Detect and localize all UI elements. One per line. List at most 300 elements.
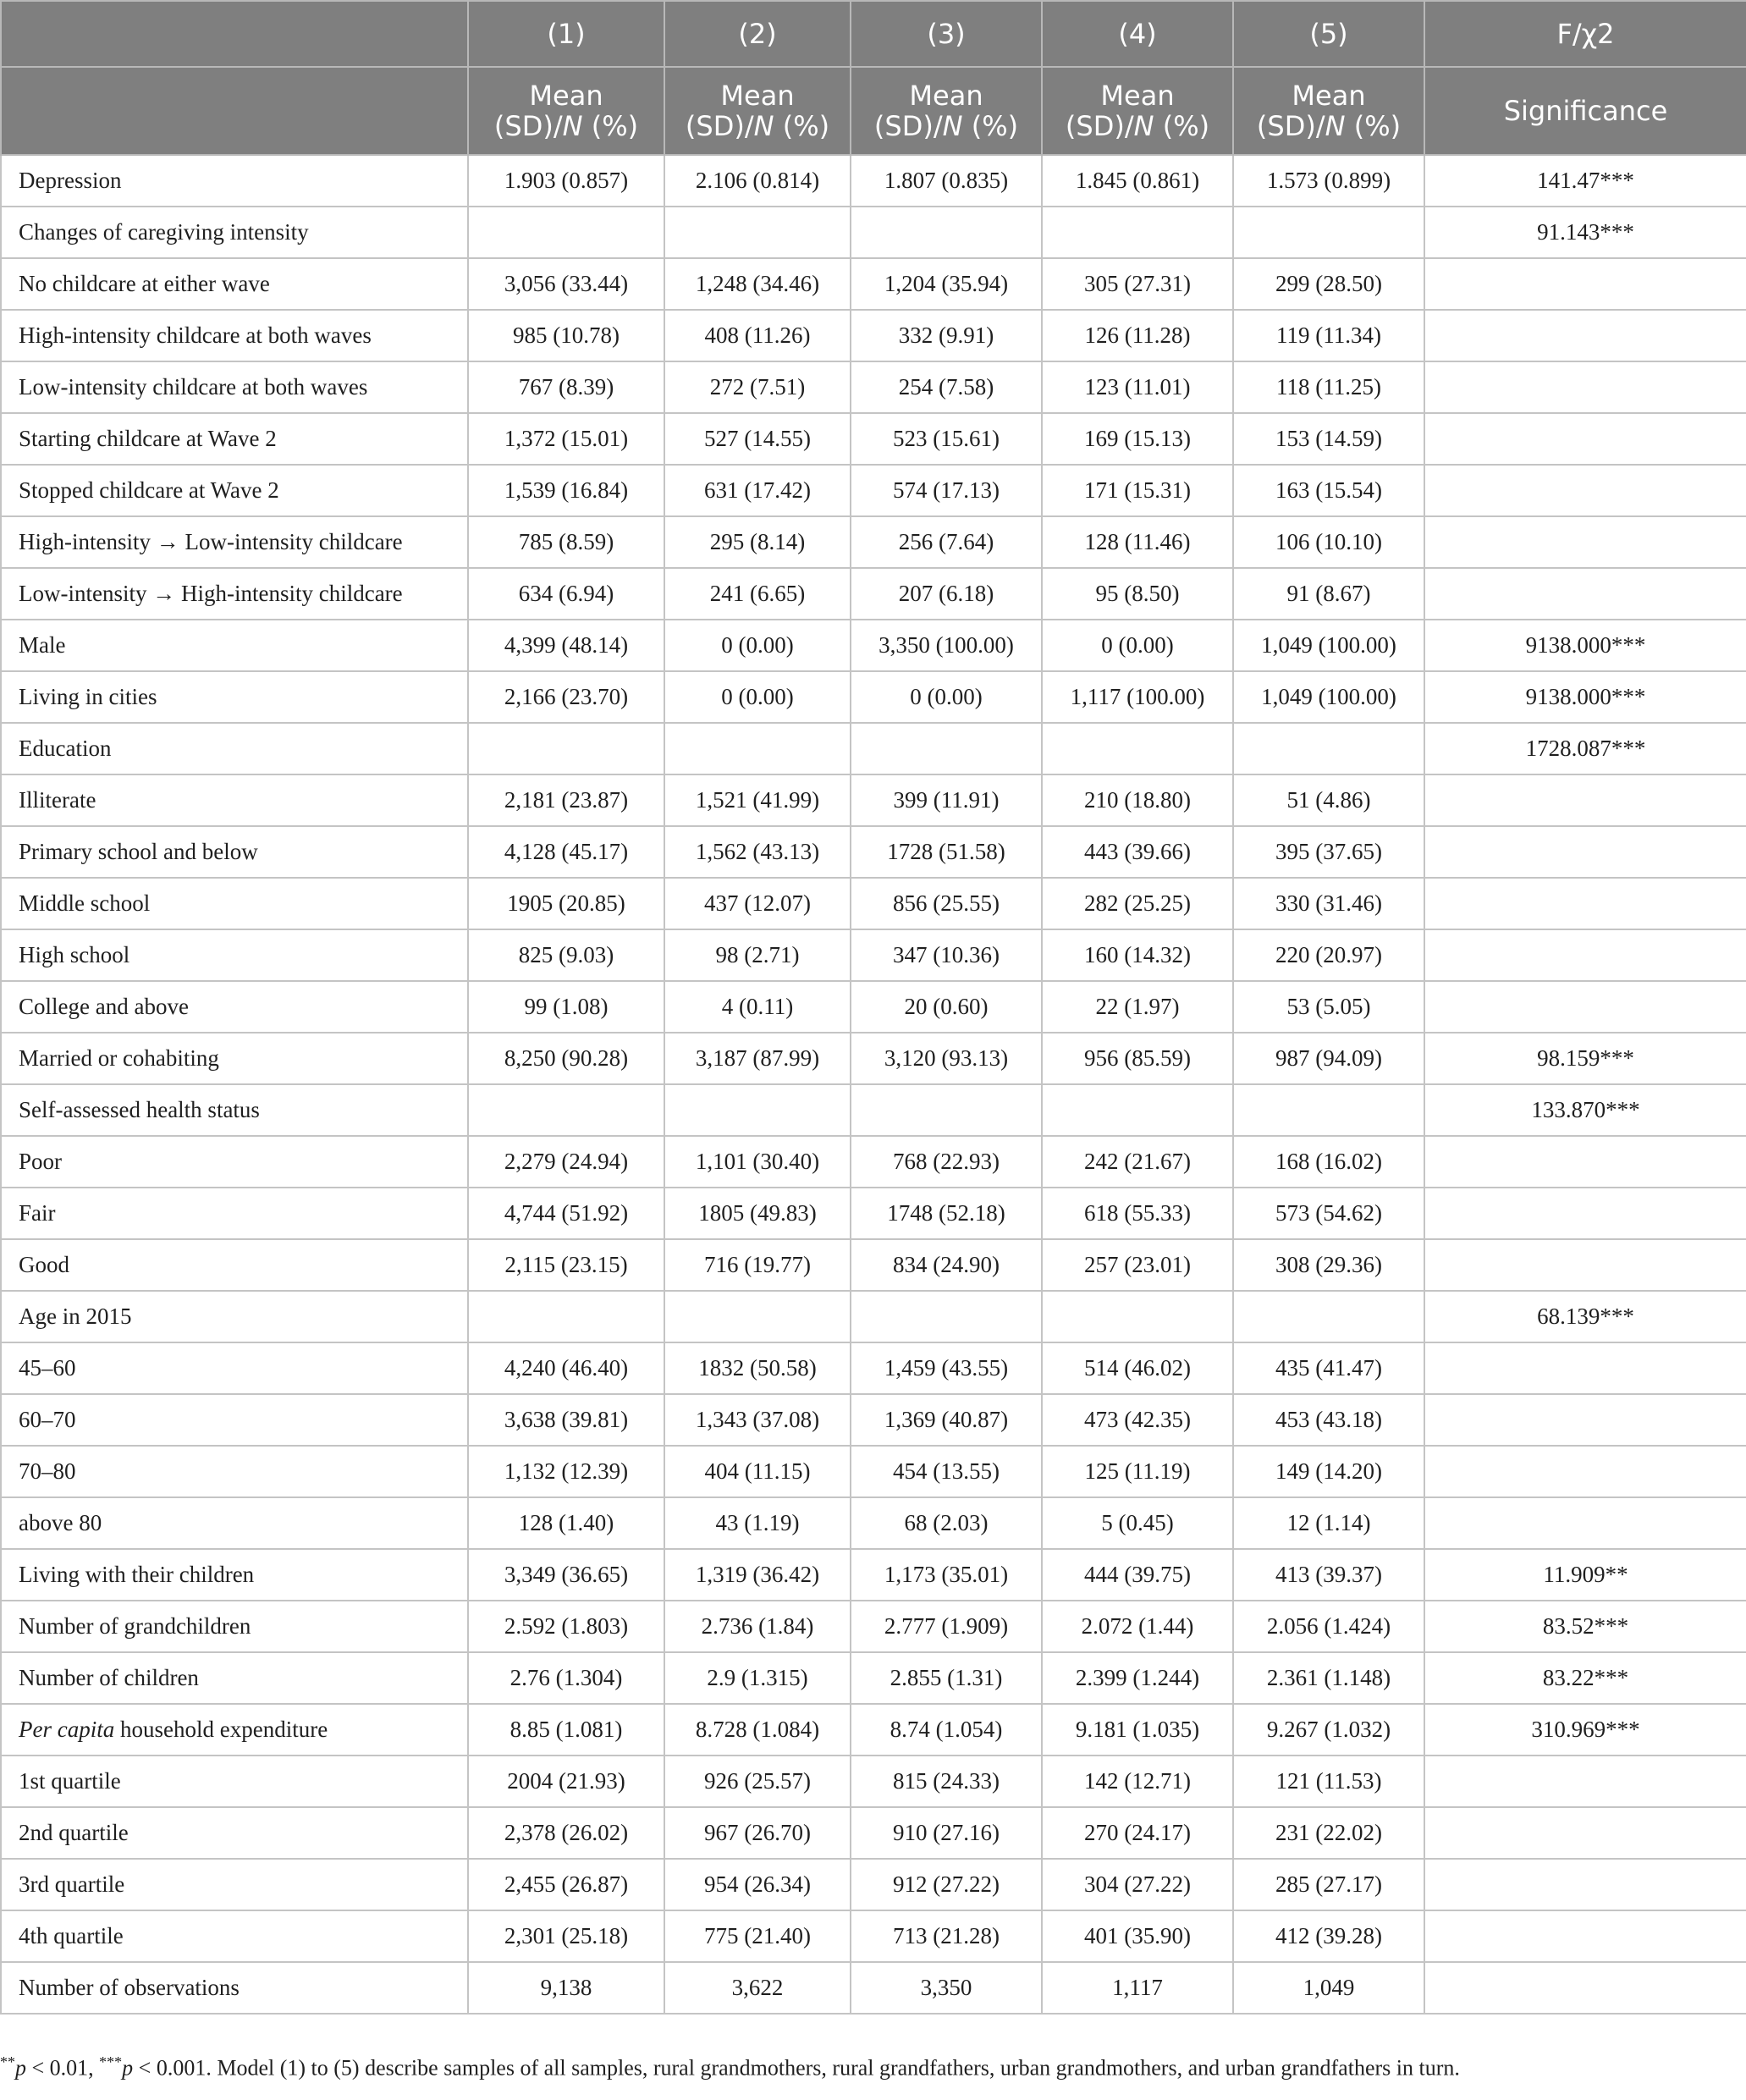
cell-model-5: 168 (16.02) xyxy=(1233,1136,1424,1188)
cell-model-4: 169 (15.13) xyxy=(1042,413,1233,465)
cell-significance: 11.909** xyxy=(1424,1549,1746,1601)
table-row xyxy=(1,1188,1746,1239)
table-row xyxy=(1,568,1746,620)
header-cell-mean-5 xyxy=(1233,67,1424,155)
table-row xyxy=(1,516,1746,568)
cell-model-5: 330 (31.46) xyxy=(1233,878,1424,929)
cell-model-1: 1.903 (0.857) xyxy=(468,155,664,207)
cell-significance xyxy=(1424,774,1746,826)
cell-model-4: 1.845 (0.861) xyxy=(1042,155,1233,207)
cell-model-4: 210 (18.80) xyxy=(1042,774,1233,826)
cell-model-1: 2,115 (23.15) xyxy=(468,1239,664,1291)
cell-significance xyxy=(1424,1342,1746,1394)
cell-model-5: 2.361 (1.148) xyxy=(1233,1652,1424,1704)
row-label: Changes of caregiving intensity xyxy=(1,207,468,258)
cell-model-3: 1,459 (43.55) xyxy=(851,1342,1042,1394)
cell-model-2: 2.736 (1.84) xyxy=(664,1601,851,1652)
cell-model-4: 2.072 (1.44) xyxy=(1042,1601,1233,1652)
cell-model-4: 95 (8.50) xyxy=(1042,568,1233,620)
cell-model-1: 3,349 (36.65) xyxy=(468,1549,664,1601)
header-cell-mean-2 xyxy=(664,67,851,155)
cell-model-1: 4,128 (45.17) xyxy=(468,826,664,878)
row-label-text: household expenditure xyxy=(114,1717,328,1742)
row-label: High school xyxy=(1,929,468,981)
cell-significance xyxy=(1424,413,1746,465)
percent-label: (%) xyxy=(582,110,639,142)
cell-model-2 xyxy=(664,207,851,258)
cell-model-1: 2,166 (23.70) xyxy=(468,671,664,723)
row-label: 60–70 xyxy=(1,1394,468,1446)
cell-model-5: 453 (43.18) xyxy=(1233,1394,1424,1446)
table-row xyxy=(1,1394,1746,1446)
sd-label: (SD)/ xyxy=(1256,110,1325,142)
cell-model-5: 231 (22.02) xyxy=(1233,1807,1424,1859)
cell-model-3: 347 (10.36) xyxy=(851,929,1042,981)
sd-label: (SD)/ xyxy=(1065,110,1134,142)
cell-significance: 9138.000*** xyxy=(1424,671,1746,723)
cell-model-5: 308 (29.36) xyxy=(1233,1239,1424,1291)
table-row xyxy=(1,1601,1746,1652)
cell-model-2: 1,248 (34.46) xyxy=(664,258,851,310)
cell-model-1: 99 (1.08) xyxy=(468,981,664,1033)
cell-model-3: 1,369 (40.87) xyxy=(851,1394,1042,1446)
cell-model-5: 163 (15.54) xyxy=(1233,465,1424,516)
cell-model-2: 408 (11.26) xyxy=(664,310,851,361)
cell-model-4: 443 (39.66) xyxy=(1042,826,1233,878)
cell-significance xyxy=(1424,878,1746,929)
cell-model-3: 3,120 (93.13) xyxy=(851,1033,1042,1084)
cell-model-5: 1,049 (100.00) xyxy=(1233,671,1424,723)
cell-significance: 310.969*** xyxy=(1424,1704,1746,1756)
cell-model-4: 22 (1.97) xyxy=(1042,981,1233,1033)
cell-model-5: 1,049 xyxy=(1233,1962,1424,2014)
header-cell-blank-2 xyxy=(1,67,468,155)
row-label: College and above xyxy=(1,981,468,1033)
cell-significance xyxy=(1424,1962,1746,2014)
cell-model-3: 207 (6.18) xyxy=(851,568,1042,620)
row-label: Low-intensity childcare at both waves xyxy=(1,361,468,413)
cell-model-2 xyxy=(664,1084,851,1136)
table-row xyxy=(1,258,1746,310)
cell-model-4: 1,117 (100.00) xyxy=(1042,671,1233,723)
cell-model-1: 785 (8.59) xyxy=(468,516,664,568)
row-label: High-intensity → Low-intensity childcare xyxy=(1,516,468,568)
row-label: Primary school and below xyxy=(1,826,468,878)
cell-model-4: 160 (14.32) xyxy=(1042,929,1233,981)
cell-model-2: 241 (6.65) xyxy=(664,568,851,620)
cell-significance xyxy=(1424,1136,1746,1188)
cell-model-4: 956 (85.59) xyxy=(1042,1033,1233,1084)
cell-model-1: 3,638 (39.81) xyxy=(468,1394,664,1446)
table-body xyxy=(1,155,1746,2014)
cell-model-2: 272 (7.51) xyxy=(664,361,851,413)
cell-model-3 xyxy=(851,723,1042,774)
cell-model-4 xyxy=(1042,1291,1233,1342)
table-row xyxy=(1,878,1746,929)
table-row xyxy=(1,1807,1746,1859)
cell-model-5: 106 (10.10) xyxy=(1233,516,1424,568)
cell-model-4: 123 (11.01) xyxy=(1042,361,1233,413)
cell-model-4: 473 (42.35) xyxy=(1042,1394,1233,1446)
cell-model-3: 2.855 (1.31) xyxy=(851,1652,1042,1704)
cell-model-4: 270 (24.17) xyxy=(1042,1807,1233,1859)
cell-significance xyxy=(1424,1239,1746,1291)
table-row xyxy=(1,1084,1746,1136)
table-row xyxy=(1,1652,1746,1704)
header-row-model-numbers xyxy=(1,1,1746,67)
cell-model-4: 128 (11.46) xyxy=(1042,516,1233,568)
cell-model-5: 299 (28.50) xyxy=(1233,258,1424,310)
row-label: Number of grandchildren xyxy=(1,1601,468,1652)
cell-model-5: 573 (54.62) xyxy=(1233,1188,1424,1239)
cell-model-1: 128 (1.40) xyxy=(468,1497,664,1549)
row-label: 45–60 xyxy=(1,1342,468,1394)
row-label: Good xyxy=(1,1239,468,1291)
table-row xyxy=(1,1033,1746,1084)
cell-model-5: 395 (37.65) xyxy=(1233,826,1424,878)
row-label: Stopped childcare at Wave 2 xyxy=(1,465,468,516)
cell-model-2: 98 (2.71) xyxy=(664,929,851,981)
cell-model-4: 257 (23.01) xyxy=(1042,1239,1233,1291)
table-row xyxy=(1,826,1746,878)
cell-model-1: 2,279 (24.94) xyxy=(468,1136,664,1188)
cell-model-4: 5 (0.45) xyxy=(1042,1497,1233,1549)
cell-model-2: 437 (12.07) xyxy=(664,878,851,929)
cell-significance xyxy=(1424,981,1746,1033)
table-row xyxy=(1,1549,1746,1601)
table-row xyxy=(1,1962,1746,2014)
cell-significance: 141.47*** xyxy=(1424,155,1746,207)
table-row xyxy=(1,1497,1746,1549)
header-cell-model-2: (2) xyxy=(664,1,851,67)
mean-label-line2 xyxy=(1048,111,1227,141)
header-row-measures xyxy=(1,67,1746,155)
row-label: Married or cohabiting xyxy=(1,1033,468,1084)
sd-label: (SD)/ xyxy=(873,110,943,142)
cell-model-1 xyxy=(468,1084,664,1136)
row-label: 1st quartile xyxy=(1,1756,468,1807)
cell-model-4: 0 (0.00) xyxy=(1042,620,1233,671)
cell-significance xyxy=(1424,310,1746,361)
table-row xyxy=(1,1291,1746,1342)
cell-model-2: 0 (0.00) xyxy=(664,671,851,723)
mean-label-line2 xyxy=(856,111,1036,141)
footnote-p-1: p xyxy=(15,2055,26,2081)
footnote-text-1: < 0.01, xyxy=(26,2055,100,2081)
row-label: High-intensity childcare at both waves xyxy=(1,310,468,361)
table-row xyxy=(1,310,1746,361)
cell-model-1: 3,056 (33.44) xyxy=(468,258,664,310)
cell-model-5: 149 (14.20) xyxy=(1233,1446,1424,1497)
cell-significance xyxy=(1424,1188,1746,1239)
mean-label-line2 xyxy=(474,111,658,141)
row-label: Number of children xyxy=(1,1652,468,1704)
cell-model-3: 332 (9.91) xyxy=(851,310,1042,361)
cell-model-1: 4,744 (51.92) xyxy=(468,1188,664,1239)
cell-model-1: 2.76 (1.304) xyxy=(468,1652,664,1704)
cell-model-4 xyxy=(1042,723,1233,774)
cell-model-2: 0 (0.00) xyxy=(664,620,851,671)
mean-label-line1: Mean xyxy=(720,80,795,112)
cell-model-2: 404 (11.15) xyxy=(664,1446,851,1497)
table-header xyxy=(1,1,1746,155)
cell-model-5: 119 (11.34) xyxy=(1233,310,1424,361)
header-cell-model-5: (5) xyxy=(1233,1,1424,67)
cell-significance: 91.143*** xyxy=(1424,207,1746,258)
table-footnote xyxy=(0,2053,1746,2081)
cell-model-2 xyxy=(664,1291,851,1342)
cell-significance: 98.159*** xyxy=(1424,1033,1746,1084)
row-label: Self-assessed health status xyxy=(1,1084,468,1136)
cell-model-1: 8.85 (1.081) xyxy=(468,1704,664,1756)
cell-model-2: 954 (26.34) xyxy=(664,1859,851,1910)
cell-model-3: 1,173 (35.01) xyxy=(851,1549,1042,1601)
cell-model-2: 1832 (50.58) xyxy=(664,1342,851,1394)
cell-model-3: 3,350 (100.00) xyxy=(851,620,1042,671)
cell-significance: 9138.000*** xyxy=(1424,620,1746,671)
cell-model-3: 912 (27.22) xyxy=(851,1859,1042,1910)
table-row xyxy=(1,1756,1746,1807)
cell-significance xyxy=(1424,1394,1746,1446)
table-row xyxy=(1,929,1746,981)
cell-model-1 xyxy=(468,723,664,774)
table-row xyxy=(1,1704,1746,1756)
mean-label-line1: Mean xyxy=(1292,80,1366,112)
cell-model-4: 444 (39.75) xyxy=(1042,1549,1233,1601)
cell-model-3: 768 (22.93) xyxy=(851,1136,1042,1188)
cell-model-1: 1,132 (12.39) xyxy=(468,1446,664,1497)
header-cell-model-4: (4) xyxy=(1042,1,1233,67)
mean-label-line1: Mean xyxy=(1100,80,1175,112)
cell-model-1: 1,539 (16.84) xyxy=(468,465,664,516)
cell-significance: 133.870*** xyxy=(1424,1084,1746,1136)
cell-model-4: 171 (15.31) xyxy=(1042,465,1233,516)
cell-model-1: 985 (10.78) xyxy=(468,310,664,361)
row-label: Education xyxy=(1,723,468,774)
cell-model-1 xyxy=(468,207,664,258)
table-row xyxy=(1,1342,1746,1394)
cell-model-2: 775 (21.40) xyxy=(664,1910,851,1962)
cell-model-1: 2,378 (26.02) xyxy=(468,1807,664,1859)
n-label: N xyxy=(1133,110,1154,142)
cell-model-4: 618 (55.33) xyxy=(1042,1188,1233,1239)
row-label: Starting childcare at Wave 2 xyxy=(1,413,468,465)
row-label: Poor xyxy=(1,1136,468,1188)
row-label: Living with their children xyxy=(1,1549,468,1601)
cell-model-1: 1,372 (15.01) xyxy=(468,413,664,465)
cell-model-1: 767 (8.39) xyxy=(468,361,664,413)
cell-model-4: 142 (12.71) xyxy=(1042,1756,1233,1807)
cell-model-3: 254 (7.58) xyxy=(851,361,1042,413)
cell-model-3: 0 (0.00) xyxy=(851,671,1042,723)
cell-model-5: 435 (41.47) xyxy=(1233,1342,1424,1394)
cell-model-3: 856 (25.55) xyxy=(851,878,1042,929)
cell-model-3: 399 (11.91) xyxy=(851,774,1042,826)
cell-significance xyxy=(1424,929,1746,981)
cell-model-2: 631 (17.42) xyxy=(664,465,851,516)
cell-model-4 xyxy=(1042,207,1233,258)
cell-model-2: 1805 (49.83) xyxy=(664,1188,851,1239)
cell-model-5: 153 (14.59) xyxy=(1233,413,1424,465)
cell-significance xyxy=(1424,258,1746,310)
cell-model-3: 68 (2.03) xyxy=(851,1497,1042,1549)
cell-model-4: 305 (27.31) xyxy=(1042,258,1233,310)
n-label: N xyxy=(1325,110,1346,142)
table-row xyxy=(1,1136,1746,1188)
cell-model-2 xyxy=(664,723,851,774)
cell-model-4: 514 (46.02) xyxy=(1042,1342,1233,1394)
cell-significance xyxy=(1424,826,1746,878)
cell-model-3: 454 (13.55) xyxy=(851,1446,1042,1497)
table-row xyxy=(1,207,1746,258)
cell-model-2: 527 (14.55) xyxy=(664,413,851,465)
table-row xyxy=(1,1859,1746,1910)
cell-model-1: 2,301 (25.18) xyxy=(468,1910,664,1962)
row-label: Illiterate xyxy=(1,774,468,826)
row-label: Depression xyxy=(1,155,468,207)
cell-model-3: 1728 (51.58) xyxy=(851,826,1042,878)
row-label: 70–80 xyxy=(1,1446,468,1497)
cell-significance xyxy=(1424,1497,1746,1549)
table-row xyxy=(1,413,1746,465)
table-row xyxy=(1,1910,1746,1962)
cell-model-2: 1,101 (30.40) xyxy=(664,1136,851,1188)
cell-model-4 xyxy=(1042,1084,1233,1136)
n-label: N xyxy=(942,110,963,142)
table-row xyxy=(1,1239,1746,1291)
cell-model-5: 121 (11.53) xyxy=(1233,1756,1424,1807)
cell-model-3: 713 (21.28) xyxy=(851,1910,1042,1962)
row-label-italic: Per capita xyxy=(19,1717,115,1742)
cell-model-1: 1905 (20.85) xyxy=(468,878,664,929)
percent-label: (%) xyxy=(1154,110,1210,142)
mean-label-line2 xyxy=(1239,111,1418,141)
cell-significance xyxy=(1424,516,1746,568)
row-label: 3rd quartile xyxy=(1,1859,468,1910)
percent-label: (%) xyxy=(774,110,830,142)
cell-model-5: 12 (1.14) xyxy=(1233,1497,1424,1549)
row-label: Fair xyxy=(1,1188,468,1239)
cell-model-4: 9.181 (1.035) xyxy=(1042,1704,1233,1756)
cell-model-2: 4 (0.11) xyxy=(664,981,851,1033)
cell-model-5 xyxy=(1233,723,1424,774)
table-row xyxy=(1,1446,1746,1497)
cell-model-2: 295 (8.14) xyxy=(664,516,851,568)
cell-model-3: 8.74 (1.054) xyxy=(851,1704,1042,1756)
cell-model-3: 20 (0.60) xyxy=(851,981,1042,1033)
cell-model-1: 8,250 (90.28) xyxy=(468,1033,664,1084)
cell-significance xyxy=(1424,1910,1746,1962)
cell-model-5: 412 (39.28) xyxy=(1233,1910,1424,1962)
cell-model-2: 3,187 (87.99) xyxy=(664,1033,851,1084)
cell-model-4: 1,117 xyxy=(1042,1962,1233,2014)
row-label: 2nd quartile xyxy=(1,1807,468,1859)
footnote-text-2: < 0.001. Model (1) to (5) describe samples of all samples, rural grandmothers, rural grandfathers, urban grandmothers, and urban grandfathers in turn. xyxy=(133,2055,1460,2081)
cell-model-2: 716 (19.77) xyxy=(664,1239,851,1291)
cell-significance: 1728.087*** xyxy=(1424,723,1746,774)
sd-label: (SD)/ xyxy=(685,110,754,142)
cell-model-3: 523 (15.61) xyxy=(851,413,1042,465)
header-cell-blank xyxy=(1,1,468,67)
cell-model-5: 51 (4.86) xyxy=(1233,774,1424,826)
cell-model-2: 3,622 xyxy=(664,1962,851,2014)
cell-model-4: 2.399 (1.244) xyxy=(1042,1652,1233,1704)
row-label: Living in cities xyxy=(1,671,468,723)
cell-model-1: 825 (9.03) xyxy=(468,929,664,981)
cell-model-1 xyxy=(468,1291,664,1342)
cell-model-5 xyxy=(1233,1291,1424,1342)
cell-model-5: 987 (94.09) xyxy=(1233,1033,1424,1084)
cell-model-1: 9,138 xyxy=(468,1962,664,2014)
cell-significance: 68.139*** xyxy=(1424,1291,1746,1342)
cell-significance xyxy=(1424,568,1746,620)
row-label: Middle school xyxy=(1,878,468,929)
table-row xyxy=(1,465,1746,516)
table-row xyxy=(1,774,1746,826)
cell-significance: 83.52*** xyxy=(1424,1601,1746,1652)
cell-significance xyxy=(1424,361,1746,413)
header-cell-model-3: (3) xyxy=(851,1,1042,67)
cell-model-2: 1,319 (36.42) xyxy=(664,1549,851,1601)
cell-model-2: 1,343 (37.08) xyxy=(664,1394,851,1446)
footnote-p-2: p xyxy=(122,2055,134,2081)
cell-model-3: 256 (7.64) xyxy=(851,516,1042,568)
cell-model-2: 1,521 (41.99) xyxy=(664,774,851,826)
cell-model-3: 574 (17.13) xyxy=(851,465,1042,516)
cell-significance xyxy=(1424,1859,1746,1910)
cell-significance xyxy=(1424,1807,1746,1859)
header-cell-mean-1 xyxy=(468,67,664,155)
cell-model-5: 285 (27.17) xyxy=(1233,1859,1424,1910)
row-label: Low-intensity → High-intensity childcare xyxy=(1,568,468,620)
cell-model-3: 815 (24.33) xyxy=(851,1756,1042,1807)
cell-model-1: 2,181 (23.87) xyxy=(468,774,664,826)
cell-model-4: 282 (25.25) xyxy=(1042,878,1233,929)
cell-model-5: 9.267 (1.032) xyxy=(1233,1704,1424,1756)
cell-model-4: 304 (27.22) xyxy=(1042,1859,1233,1910)
cell-model-5: 53 (5.05) xyxy=(1233,981,1424,1033)
n-label: N xyxy=(562,110,583,142)
row-label: Male xyxy=(1,620,468,671)
cell-model-5 xyxy=(1233,207,1424,258)
footnote-sup-1: ** xyxy=(0,2053,15,2070)
row-label: above 80 xyxy=(1,1497,468,1549)
header-cell-test-statistic: F/χ2 xyxy=(1424,1,1746,67)
cell-model-3: 1748 (52.18) xyxy=(851,1188,1042,1239)
cell-model-5: 413 (39.37) xyxy=(1233,1549,1424,1601)
cell-model-1: 2.592 (1.803) xyxy=(468,1601,664,1652)
row-label: No childcare at either wave xyxy=(1,258,468,310)
mean-label-line2 xyxy=(670,111,845,141)
cell-model-4: 401 (35.90) xyxy=(1042,1910,1233,1962)
cell-model-3: 1.807 (0.835) xyxy=(851,155,1042,207)
cell-significance xyxy=(1424,1756,1746,1807)
header-cell-mean-4 xyxy=(1042,67,1233,155)
cell-model-5: 220 (20.97) xyxy=(1233,929,1424,981)
row-label: 4th quartile xyxy=(1,1910,468,1962)
table-row xyxy=(1,723,1746,774)
cell-model-3 xyxy=(851,1291,1042,1342)
mean-label-line1: Mean xyxy=(529,80,603,112)
cell-model-4: 242 (21.67) xyxy=(1042,1136,1233,1188)
cell-model-3 xyxy=(851,207,1042,258)
cell-model-1: 634 (6.94) xyxy=(468,568,664,620)
cell-model-1: 4,240 (46.40) xyxy=(468,1342,664,1394)
cell-model-5: 118 (11.25) xyxy=(1233,361,1424,413)
cell-model-3: 1,204 (35.94) xyxy=(851,258,1042,310)
cell-model-5: 2.056 (1.424) xyxy=(1233,1601,1424,1652)
cell-model-3: 910 (27.16) xyxy=(851,1807,1042,1859)
